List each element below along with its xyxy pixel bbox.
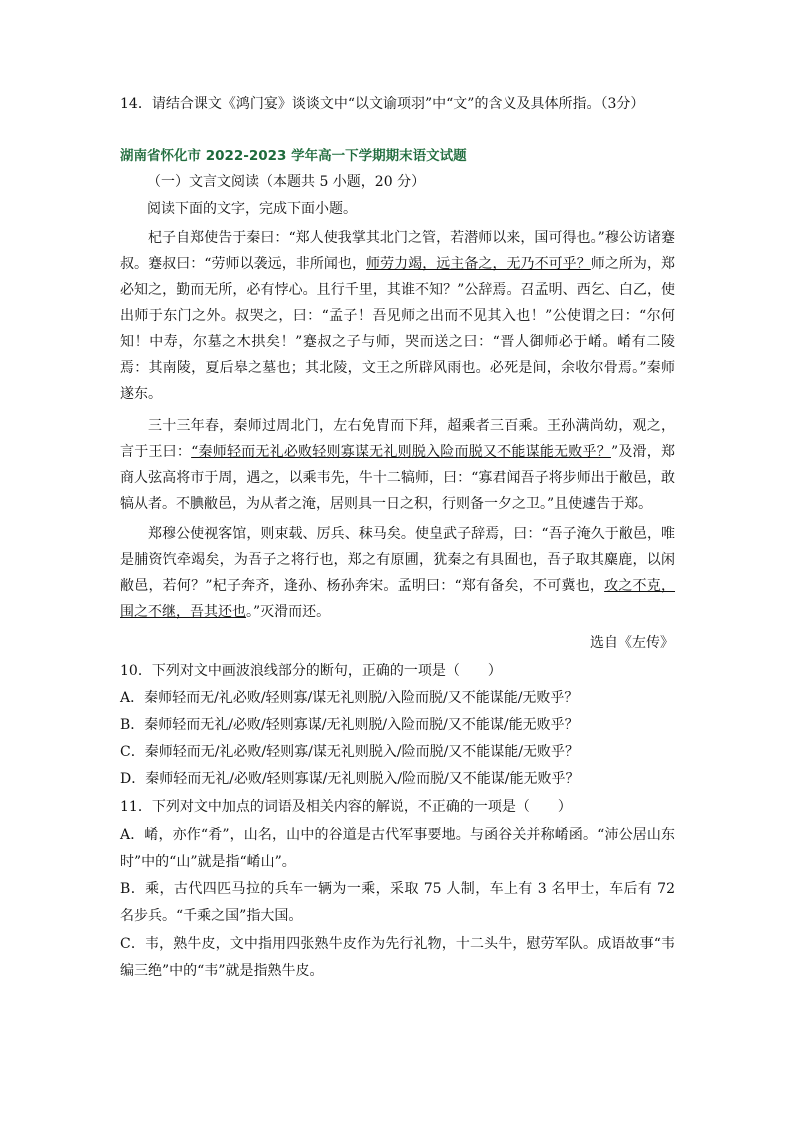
passage-paragraph-1 (120, 225, 675, 407)
question-11-explanation-c: C．韦，熟牛皮，文中指用四张熟牛皮作为先行礼物，十二头牛，慰劳军队。成语故事“韦编三绝”中的“韦”就是指熟牛皮。 (120, 936, 675, 979)
passage-p1-text-b: 师之所为，郑必知之，勤而无所，必有悖心。且行千里，其谁不知？”公辞焉。召孟明、西乞、白乙，使出师于东门之外。叔哭之，曰：“孟子！吾见师之出而不见其入也！”公使谓之曰：“尔何知！中寿，尔墓之木拱矣！”蹇叔之子与师，哭而送之曰：“晋人御师必于崤。崤有二陵焉：其南陵，夏后皋之墓也；其北陵，文王之所辟风雨也。必死是间，余收尔骨焉。”秦师遂东。 (120, 256, 676, 402)
question-10-option-c: C．秦师轻而无/礼必败/轻则寡/谋无礼则脱入/险而脱/又不能谋能/无败乎？ (120, 744, 580, 760)
question-11-explanation-b: B．乘，古代四匹马拉的兵车一辆为一乘，采取 75 人制，车上有 3 名甲士，车后有 72 名步兵。“千乘之国”指大国。 (120, 881, 675, 924)
passage-p3-underlined: 攻之不克，围之不继，吾其还也 (120, 578, 676, 620)
passage-p1-text-a: 杞子自郑使告于秦曰：“郑人使我掌其北门之管，若潜师以来，国可得也。”穆公访诸蹇叔。蹇叔曰：“劳师以袭远，非所闻也， (120, 230, 675, 272)
passage-p2-text-a: 三十三年春，秦师过周北门，左右免胄而下拜，超乘者三百乘。王孙满尚幼，观之，言于王曰： (120, 418, 675, 460)
section-heading: （一）文言文阅读（本题共 5 小题，20 分） (147, 174, 426, 190)
passage-paragraph-3 (120, 521, 675, 625)
question-10-option-b: B．秦师轻而无礼/必败/轻则寡谋/无礼则脱/入险而脱/又不能谋/能无败乎？ (120, 717, 579, 733)
passage-p3-text-b: 。”灭滑而还。 (246, 604, 331, 620)
passage-p2-text-b: ”及滑，郑商人弦高将市于周，遇之，以乘韦先，牛十二犒师，曰：“寡君闻吾子将步师出于敝邑，敢犒从者。不腆敝邑，为从者之淹，居则具一日之积，行则备一夕之卫。”且使遽告于郑。 (120, 444, 675, 512)
question-11-stem: 11．下列对文中加点的词语及相关内容的解说，不正确的一项是（ ） (120, 799, 572, 815)
passage-paragraph-2 (120, 413, 675, 517)
question-11-explanation-a: A．崤，亦作“肴”，山名，山中的谷道是古代军事要地。与函谷关并称崤函。“沛公居山东时”中的“山”就是指“崤山”。 (120, 827, 675, 870)
section-instruction: 阅读下面的文字，完成下面小题。 (147, 201, 357, 217)
question-14-text: 14．请结合课文《鸿门宴》谈谈文中“以文谕项羽”中“文”的含义及具体所指。（3分） (120, 96, 645, 112)
passage-p3-text-a: 郑穆公使视客馆，则束载、厉兵、秣马矣。使皇武子辞焉，曰：“吾子淹久于敝邑，唯是脯资饩牵竭矣，为吾子之将行也，郑之有原圃，犹秦之有具囿也，吾子取其麋鹿，以闲敝邑，若何？”杞子奔齐，逢孙、杨孙奔宋。孟明曰：“郑有备矣，不可冀也， (120, 526, 675, 594)
question-10-option-a: A．秦师轻而无/礼必败/轻则寡/谋无礼则脱/入险而脱/又不能谋能/无败乎？ (120, 690, 579, 706)
question-10-stem: 10．下列对文中画波浪线部分的断句，正确的一项是（ ） (120, 663, 502, 679)
passage-attribution: 选自《左传》 (590, 635, 674, 651)
passage-p2-wavy-underlined: “秦师轻而无礼必败轻则寡谋无礼则脱入险而脱又不能谋能无败乎？ (191, 444, 611, 460)
passage-p1-underlined: 师劳力竭，远主备之，无乃不可乎？ (366, 256, 591, 272)
exam-source-title: 湖南省怀化市 2022-2023 学年高一下学期期末语文试题 (120, 148, 467, 164)
question-10-option-d: D．秦师轻而无礼/必败/轻则寡谋/无礼则脱入/险而脱/又不能谋/能无败乎？ (120, 771, 580, 787)
